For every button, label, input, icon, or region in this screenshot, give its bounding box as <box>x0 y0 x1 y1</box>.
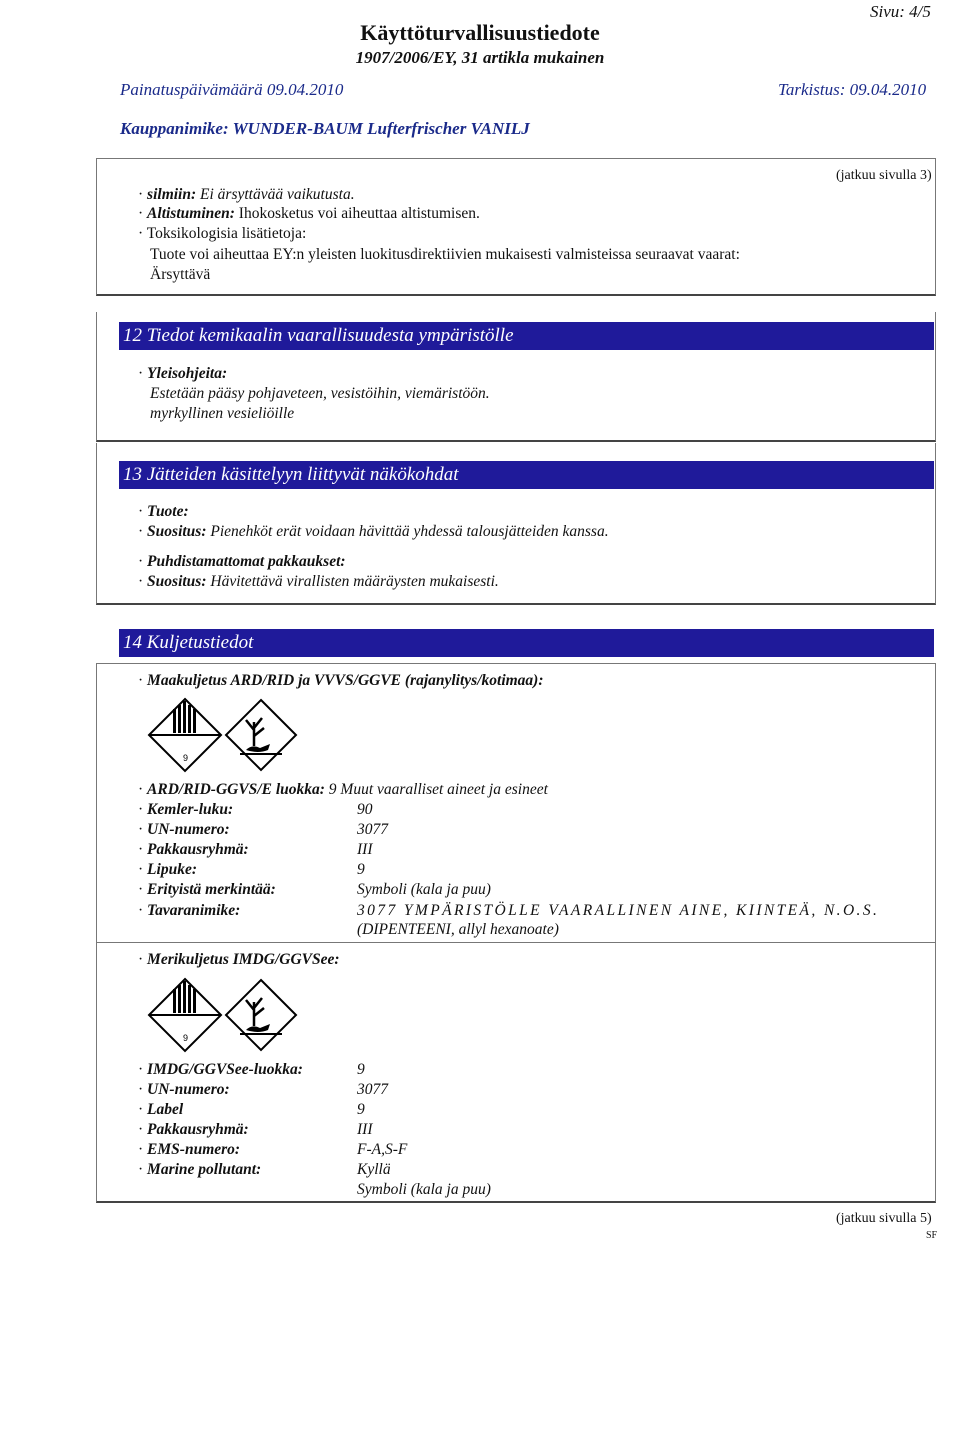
land-heading-text: Maakuljetus ARD/RID ja VVVS/GGVE (rajanylitys/kotimaa): <box>147 672 544 689</box>
sea-row-symbol-value: Symboli (kala ja puu) <box>357 1181 491 1198</box>
land-row-pg-value: III <box>357 841 373 858</box>
land-row-key: Lipuke: <box>147 861 197 878</box>
continued-from: (jatkuu sivulla 3) <box>836 168 932 183</box>
sea-row-key: UN-numero: <box>147 1081 230 1098</box>
land-row-key: Erityistä merkintää: <box>147 881 276 898</box>
land-row-name-key <box>138 902 240 920</box>
land-transport-heading <box>138 672 544 690</box>
sea-row-key: Pakkausryhmä: <box>147 1121 249 1138</box>
tox-key: Toksikologisia lisätietoja: <box>146 225 307 242</box>
general-line-1: Estetään pääsy pohjaveteen, vesistöihin, viemäristöön. <box>150 385 490 402</box>
sea-row-ems-value: F-A,S-F <box>357 1141 408 1158</box>
land-row-special-key <box>138 881 276 899</box>
land-row-value: 9 Muut vaaralliset aineet ja esineet <box>328 781 548 798</box>
class-9-label: 9 <box>183 1033 189 1043</box>
revision-date: Tarkistus: 09.04.2010 <box>778 80 927 99</box>
land-row-pg-key <box>138 841 249 859</box>
land-row-key: Tavaranimike: <box>147 902 241 919</box>
land-row-kemler-value: 90 <box>357 801 373 818</box>
document-title: Käyttöturvallisuustiedote <box>360 20 600 45</box>
sea-row-key: Label <box>147 1101 184 1118</box>
section-13-heading: 13 Jätteiden käsittelyyn liittyvät näkökohdat <box>119 461 934 489</box>
page-number: Sivu: 4/5 <box>870 2 931 21</box>
sea-row-label-value: 9 <box>357 1101 365 1118</box>
general-key: Yleisohjeita: <box>147 365 228 382</box>
tox-line-2: Ärsyttävä <box>150 266 211 283</box>
sea-row-key: Marine pollutant: <box>147 1161 262 1178</box>
land-row-class <box>138 781 548 799</box>
tox-row <box>138 225 306 243</box>
land-row-key: Kemler-luku: <box>147 801 234 818</box>
exposure-row <box>138 205 480 223</box>
sea-heading-text: Merikuljetus IMDG/GGVSee: <box>147 951 340 968</box>
exposure-key: Altistuminen: <box>147 205 235 222</box>
eyes-value: Ei ärsyttävää vaikutusta. <box>200 186 355 203</box>
rec1-value: Pienehköt erät voidaan hävittää yhdessä talousjätteiden kanssa. <box>210 523 609 540</box>
sea-row-pg-value: III <box>357 1121 373 1138</box>
sea-row-pollutant-value: Kyllä <box>357 1161 391 1178</box>
print-date: Painatuspäivämäärä 09.04.2010 <box>120 80 344 99</box>
general-line-2: myrkyllinen vesieliöille <box>150 405 295 422</box>
trade-name: Kauppanimike: WUNDER-BAUM Lufterfrischer VANILJ <box>120 119 530 138</box>
land-row-key: ARD/RID-GGVS/E luokka: <box>147 781 325 798</box>
section-14-heading: 14 Kuljetustiedot <box>119 629 934 657</box>
eyes-key: silmiin: <box>147 186 197 203</box>
section-13-box <box>96 443 936 605</box>
sea-transport-box <box>96 941 936 1203</box>
land-row-kemler-key <box>138 801 233 819</box>
land-row-label-value: 9 <box>357 861 365 878</box>
sea-row-key: IMDG/GGVSee-luokka: <box>147 1061 303 1078</box>
land-row-label-key <box>138 861 197 879</box>
section-12-heading: 12 Tiedot kemikaalin vaarallisuudesta ympäristölle <box>119 322 934 350</box>
continued-to: (jatkuu sivulla 5) <box>836 1211 932 1226</box>
eyes-row <box>138 186 355 204</box>
land-row-special-value: Symboli (kala ja puu) <box>357 881 491 898</box>
language-code: SF <box>926 1230 938 1241</box>
product-key: Tuote: <box>147 503 189 520</box>
tox-line-1: Tuote voi aiheuttaa EY:n yleisten luokitusdirektiivien mukaisesti valmisteissa seuraavat vaarat: <box>150 246 740 263</box>
class-9-label: 9 <box>183 753 189 763</box>
sea-row-un-value: 3077 <box>357 1081 388 1098</box>
document-subtitle: 1907/2006/EY, 31 artikla mukainen <box>355 48 605 67</box>
section-12-box <box>96 312 936 442</box>
land-row-name-line2: (DIPENTEENI, allyl hexanoate) <box>357 921 559 938</box>
land-row-un-value: 3077 <box>357 821 388 838</box>
rec2-key: Suositus: <box>147 573 207 590</box>
sea-row-key: EMS-numero: <box>147 1141 241 1158</box>
land-row-key: Pakkausryhmä: <box>147 841 249 858</box>
class-9-hazard-icon <box>147 697 223 773</box>
land-row-un-key <box>138 821 230 839</box>
land-row-name-value: 3077 YMPÄRISTÖLLE VAARALLINEN AINE, KIINTEÄ, N.O.S. <box>357 902 880 919</box>
sea-row-class-value: 9 <box>357 1061 365 1078</box>
environment-hazard-icon <box>224 698 298 772</box>
land-row-key: UN-numero: <box>147 821 230 838</box>
packaging-key: Puhdistamattomat pakkaukset: <box>147 553 346 570</box>
rec2-value: Hävitettävä virallisten määräysten mukaisesti. <box>210 573 499 590</box>
exposure-value: Ihokosketus voi aiheuttaa altistumisen. <box>238 205 480 222</box>
rec1-key: Suositus: <box>147 523 207 540</box>
